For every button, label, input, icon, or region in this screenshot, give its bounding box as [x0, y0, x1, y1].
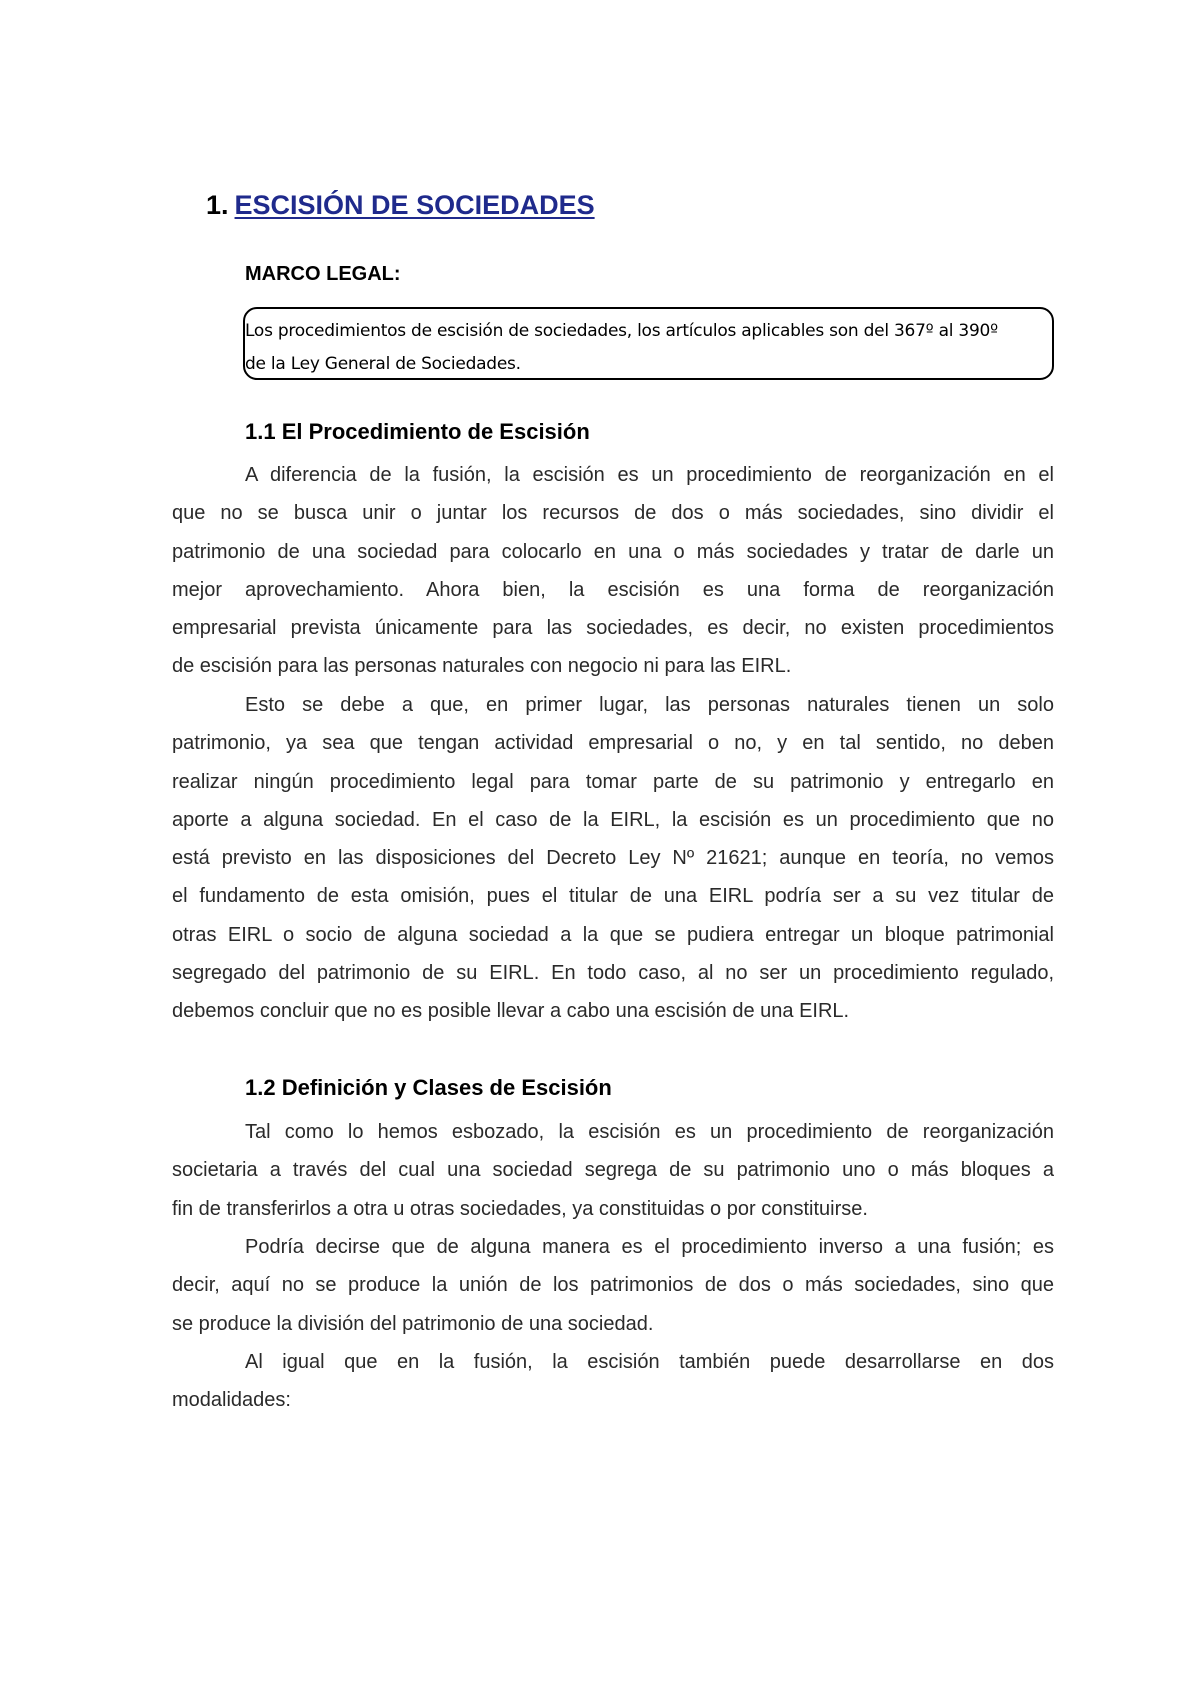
text-line: Esto se debe a que, en primer lugar, las personas naturales tienen un solo [245, 694, 1054, 716]
main-heading [206, 190, 595, 221]
text-line: está previsto en las disposiciones del Decreto Ley Nº 21621; aunque en teoría, no vemos [172, 847, 1054, 870]
marco-legal-box [243, 307, 1054, 380]
text-line: A diferencia de la fusión, la escisión es un procedimiento de reorganización en el [245, 464, 1054, 486]
text-line: societaria a través del cual una sociedad segrega de su patrimonio uno o más bloques a [172, 1159, 1054, 1182]
marco-legal-line: de la Ley General de Sociedades. [245, 354, 521, 374]
text-line: debemos concluir que no es posible llevar a cabo una escisión de una EIRL. [172, 1000, 850, 1023]
text-line: Al igual que en la fusión, la escisión también puede desarrollarse en dos [245, 1351, 1054, 1373]
heading-number: 1. [206, 190, 229, 220]
heading-title: ESCISIÓN DE SOCIEDADES [234, 190, 595, 220]
text-line: patrimonio de una sociedad para colocarlo en una o más sociedades y tratar de darle un [172, 540, 1054, 563]
marco-legal-label: MARCO LEGAL: [245, 263, 401, 285]
text-line: Podría decirse que de alguna manera es el procedimiento inverso a una fusión; es [245, 1236, 1054, 1258]
section-1-1-paragraph-1 [172, 456, 1054, 686]
section-1-2-heading: 1.2 Definición y Clases de Escisión [245, 1075, 612, 1100]
section-1-1-heading: 1.1 El Procedimiento de Escisión [245, 419, 590, 444]
section-1-2-paragraph-3 [172, 1343, 1054, 1420]
text-line: empresarial prevista únicamente para las sociedades, es decir, no existen procedimientos [172, 617, 1054, 640]
text-line: realizar ningún procedimiento legal para tomar parte de su patrimonio y entregarlo en [172, 770, 1054, 793]
text-line: mejor aprovechamiento. Ahora bien, la escisión es una forma de reorganización [172, 578, 1054, 601]
text-line: el fundamento de esta omisión, pues el titular de una EIRL podría ser a su vez titular de [172, 885, 1054, 908]
text-line: segregado del patrimonio de su EIRL. En todo caso, al no ser un procedimiento regulado, [172, 962, 1054, 985]
section-1-2-paragraph-2 [172, 1228, 1054, 1343]
text-line: de escisión para las personas naturales con negocio ni para las EIRL. [172, 655, 792, 678]
text-line: otras EIRL o socio de alguna sociedad a la que se pudiera entregar un bloque patrimonial [172, 923, 1054, 946]
text-line: se produce la división del patrimonio de una sociedad. [172, 1312, 654, 1335]
text-line: decir, aquí no se produce la unión de los patrimonios de dos o más sociedades, sino que [172, 1274, 1054, 1297]
text-line: modalidades: [172, 1389, 291, 1412]
text-line: patrimonio, ya sea que tengan actividad empresarial o no, y en tal sentido, no deben [172, 732, 1054, 755]
marco-legal-line: Los procedimientos de escisión de sociedades, los artículos aplicables son del 367º al 390º [245, 321, 998, 341]
section-1-2-paragraph-1 [172, 1113, 1054, 1228]
text-line: Tal como lo hemos esbozado, la escisión es un procedimiento de reorganización [245, 1121, 1054, 1143]
text-line: que no se busca unir o juntar los recursos de dos o más sociedades, sino dividir el [172, 502, 1054, 525]
text-line: fin de transferirlos a otra u otras sociedades, ya constituidas o por constituirse. [172, 1197, 868, 1220]
text-line: aporte a alguna sociedad. En el caso de la EIRL, la escisión es un procedimiento que no [172, 808, 1054, 831]
section-1-1-paragraph-2 [172, 686, 1054, 1031]
